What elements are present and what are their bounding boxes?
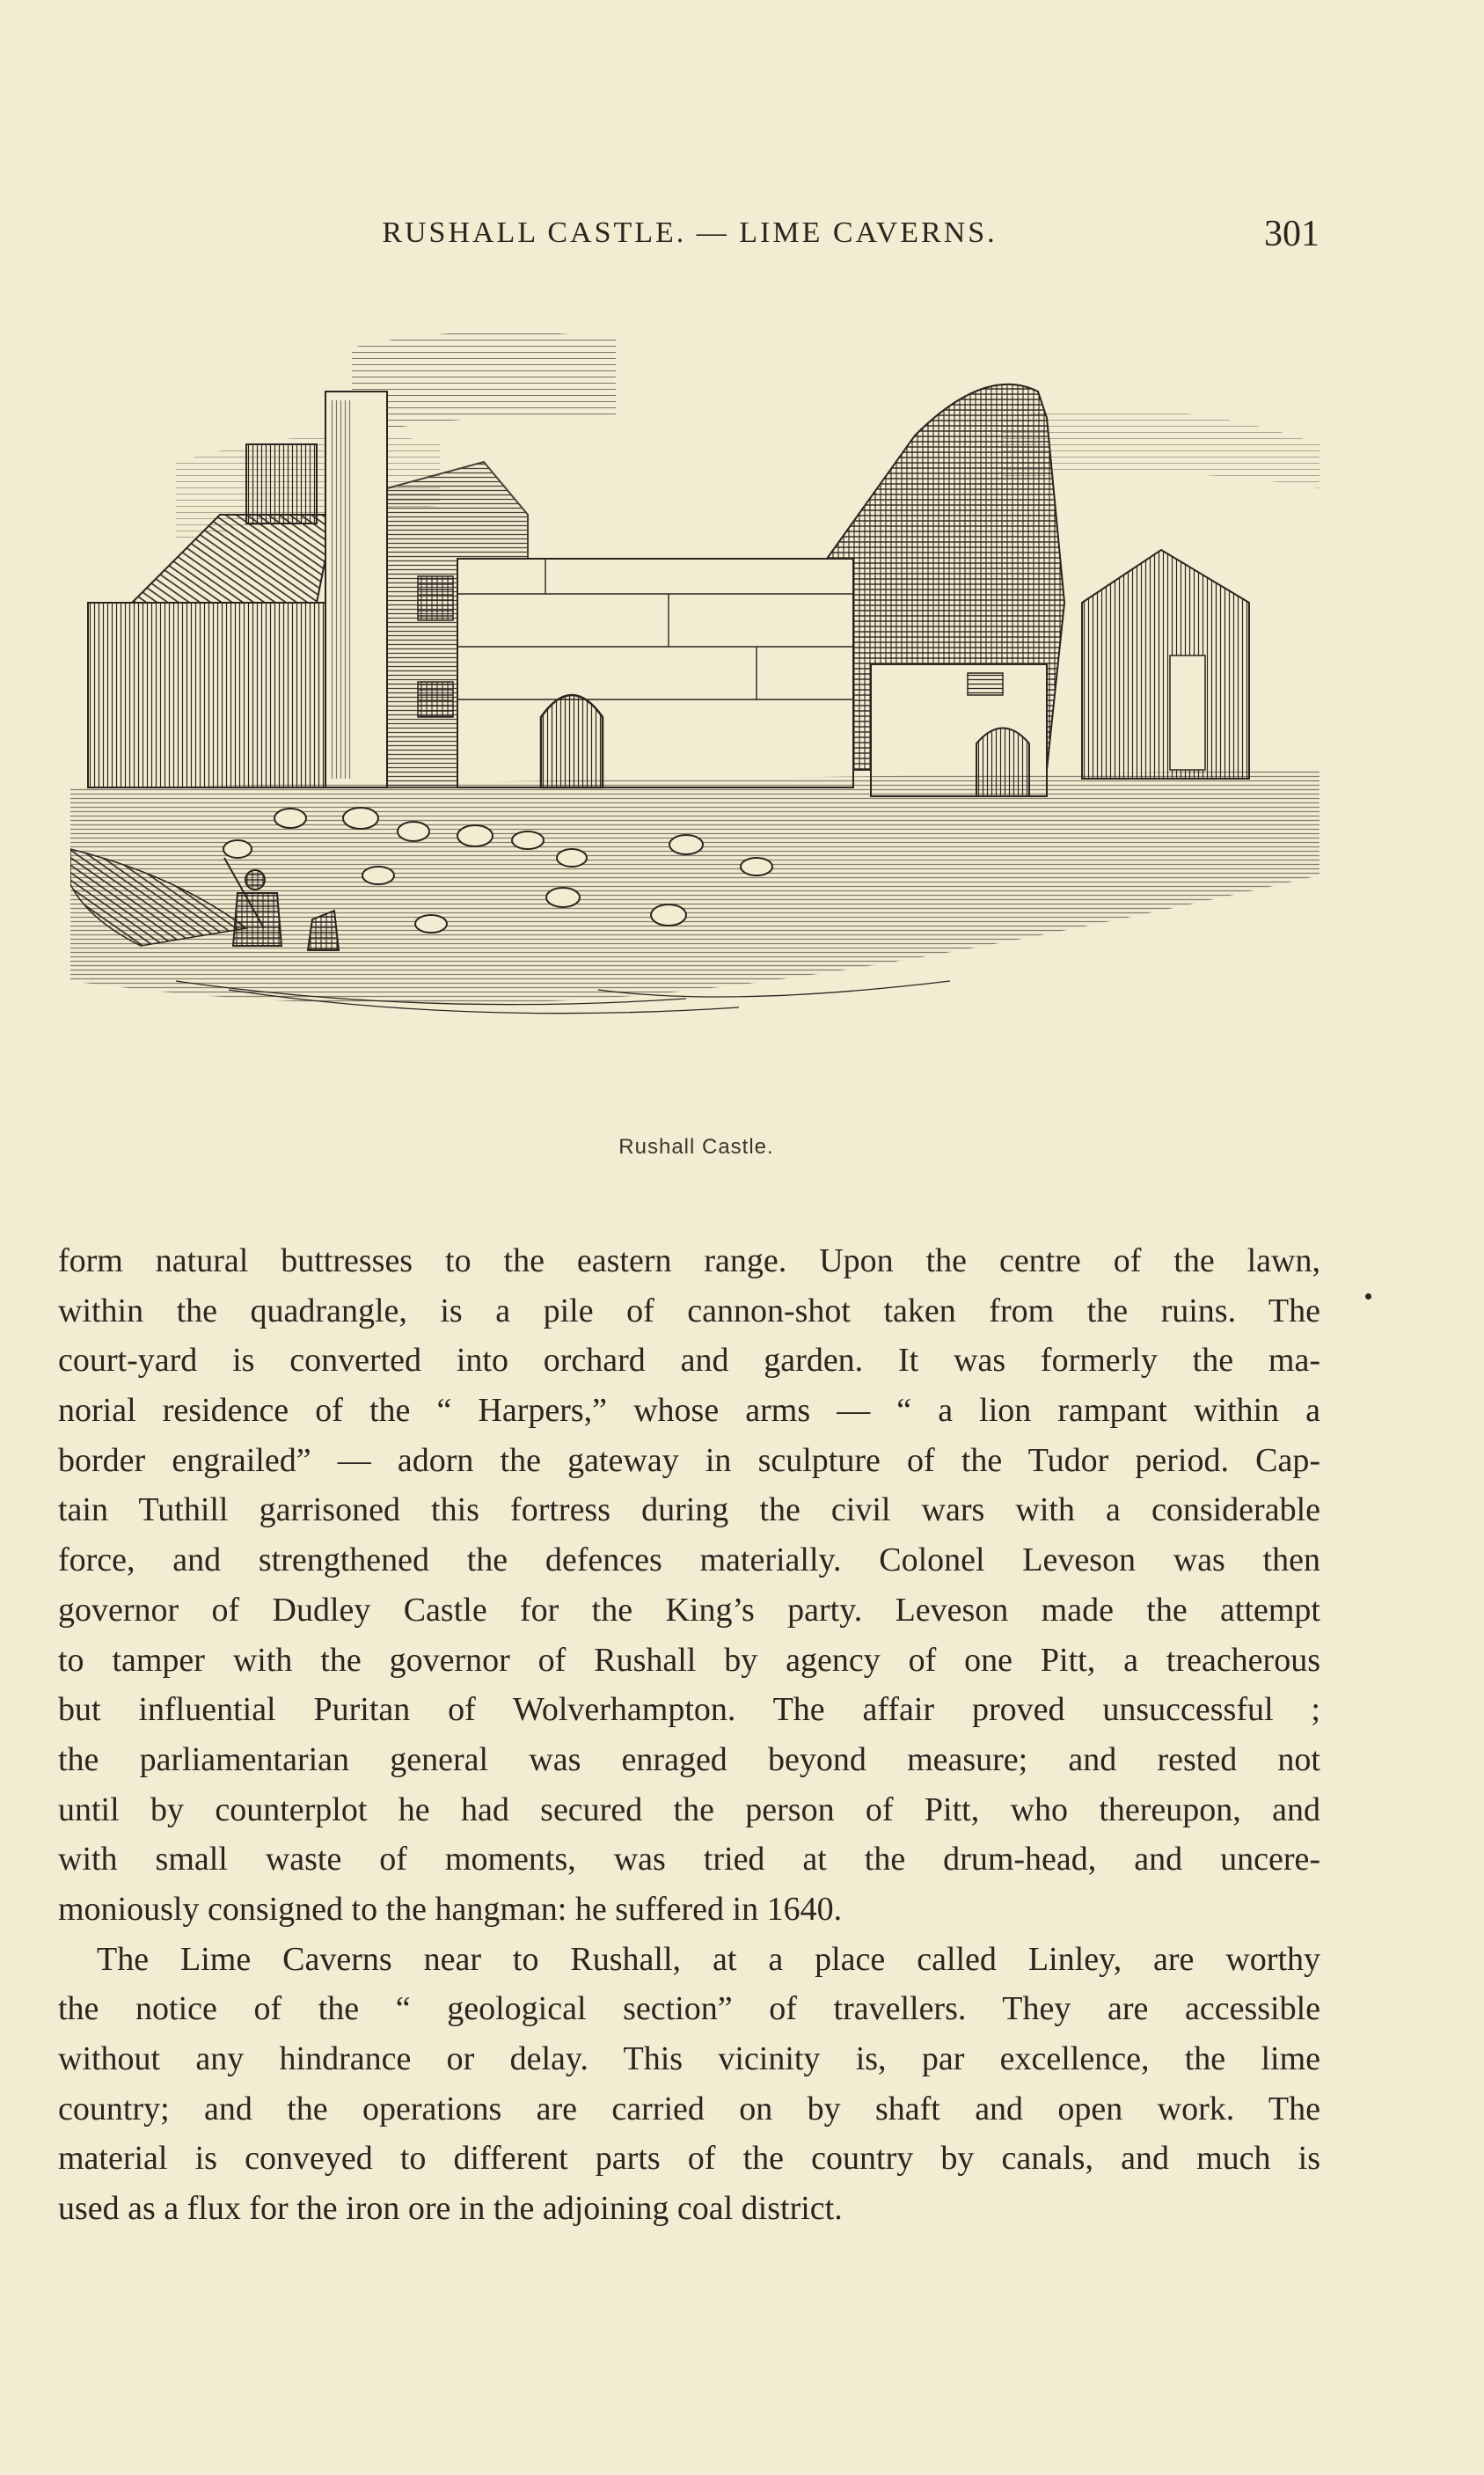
text-line: the notice of the “ geological section” of travellers. They are accessible: [58, 1990, 1320, 2028]
left-house-wall: [88, 603, 325, 787]
ink-speck: [1365, 1293, 1371, 1300]
text-line: court-yard is converted into orchard and garden. It was formerly the ma-: [58, 1342, 1320, 1380]
running-title: RUSHALL CASTLE. — LIME CAVERNS.: [382, 216, 998, 249]
text-line: The Lime Caverns near to Rushall, at a place called Linley, are worthy: [97, 1940, 1320, 1978]
engraving-svg: [70, 312, 1320, 1104]
figure-caption: Rushall Castle.: [618, 1135, 774, 1159]
text-line: until by counterplot he had secured the person of Pitt, who thereupon, and: [58, 1790, 1320, 1828]
text-line: but influential Puritan of Wolverhampton. The affair proved unsuccessful ;: [58, 1691, 1320, 1729]
text-line: with small waste of moments, was tried at the drum-head, and uncere-: [58, 1841, 1320, 1878]
text-line: norial residence of the “ Harpers,” whose arms — “ a lion rampant within a: [58, 1392, 1320, 1430]
rushall-castle-engraving: [70, 312, 1320, 1104]
text-line: within the quadrangle, is a pile of cannon-shot taken from the ruins. The: [58, 1292, 1320, 1329]
arched-gateway: [541, 695, 603, 787]
left-house-roof: [132, 515, 334, 603]
page-number: 301: [1264, 214, 1320, 254]
text-line: material is conveyed to different parts of the country by canals, and much is: [58, 2140, 1320, 2178]
castle-wall: [457, 559, 853, 787]
text-line: country; and the operations are carried on by shaft and open work. The: [58, 2090, 1320, 2127]
text-line: border engrailed” — adorn the gateway in sculpture of the Tudor period. Cap-: [58, 1441, 1320, 1479]
text-line: the parliamentarian general was enraged beyond measure; and rested not: [58, 1740, 1320, 1778]
left-chimney: [246, 444, 317, 524]
text-line: moniously consigned to the hangman: he suffered in 1640.: [58, 1890, 843, 1928]
text-line: governor of Dudley Castle for the King’s party. Leveson made the attempt: [58, 1591, 1320, 1629]
running-head: [60, 213, 1320, 257]
text-line: tain Tuthill garrisoned this fortress during the civil wars with a considerable: [58, 1491, 1320, 1529]
text-line: force, and strengthened the defences materially. Colonel Leveson was then: [58, 1541, 1320, 1579]
text-line: to tamper with the governor of Rushall by agency of one Pitt, a treacherous: [58, 1641, 1320, 1679]
body-text: [58, 1236, 1320, 2234]
text-line: used as a flux for the iron ore in the adjoining coal district.: [58, 2190, 843, 2228]
right-barn: [1082, 550, 1249, 779]
text-line: without any hindrance or delay. This vicinity is, par excellence, the lime: [58, 2040, 1320, 2077]
text-line: form natural buttresses to the eastern range. Upon the centre of the lawn,: [58, 1242, 1320, 1279]
